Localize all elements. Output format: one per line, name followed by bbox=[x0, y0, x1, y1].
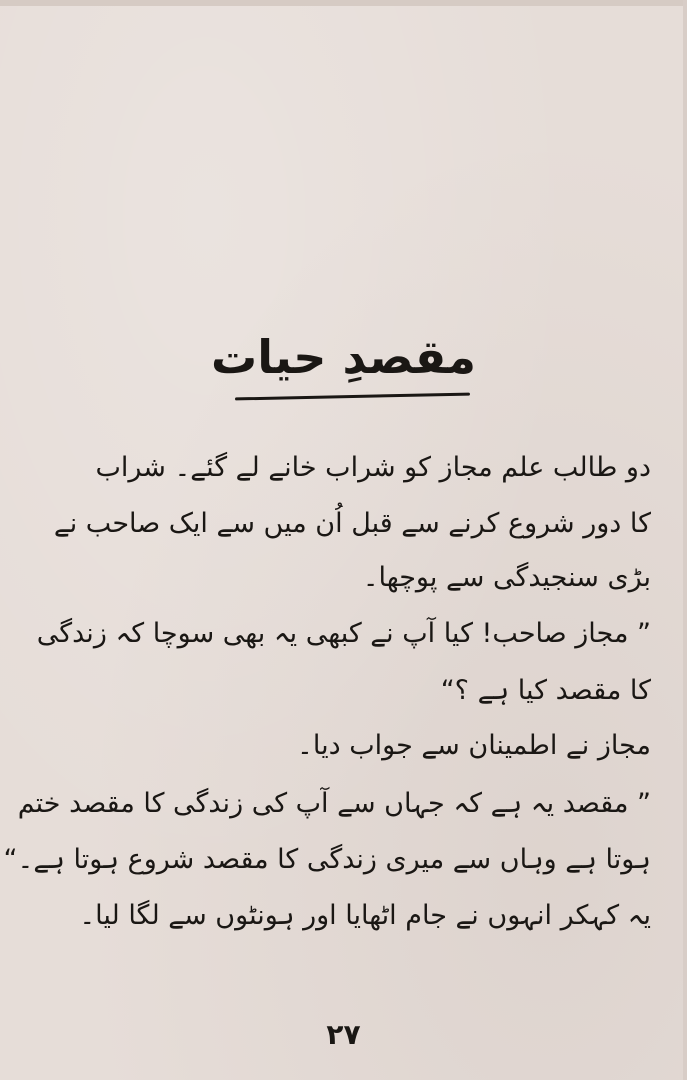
text-line: ہوتا ہے وہاں سے میری زندگی کا مقصد شروع ہوتا ہے۔“ bbox=[3, 844, 651, 875]
page-number: ۲۷ bbox=[326, 1018, 361, 1051]
text-line: دو طالب علم مجاز کو شراب خانے لے گئے۔ شراب bbox=[95, 452, 651, 483]
text-line: کا دور شروع کرنے سے قبل اُن میں سے ایک صاحب نے bbox=[53, 508, 651, 539]
text-line: بڑی سنجیدگی سے پوچھا۔ bbox=[362, 562, 651, 593]
text-line: کا مقصد کیا ہے ؟“ bbox=[440, 675, 651, 706]
text-line: ” مجاز صاحب! کیا آپ نے کبھی یہ بھی سوچا کہ زندگی bbox=[36, 618, 651, 649]
page-edge-top bbox=[0, 0, 687, 6]
page-edge-right bbox=[683, 0, 687, 1080]
title-underline bbox=[235, 393, 470, 401]
text-line: یہ کہکر انہوں نے جام اٹھایا اور ہونٹوں سے لگا لیا۔ bbox=[79, 900, 651, 931]
text-line: مجاز نے اطمینان سے جواب دیا۔ bbox=[297, 730, 651, 761]
text-line: ” مقصد یہ ہے کہ جہاں سے آپ کی زندگی کا مقصد ختم bbox=[17, 788, 651, 819]
page-title: مقصدِ حیات bbox=[211, 330, 476, 384]
